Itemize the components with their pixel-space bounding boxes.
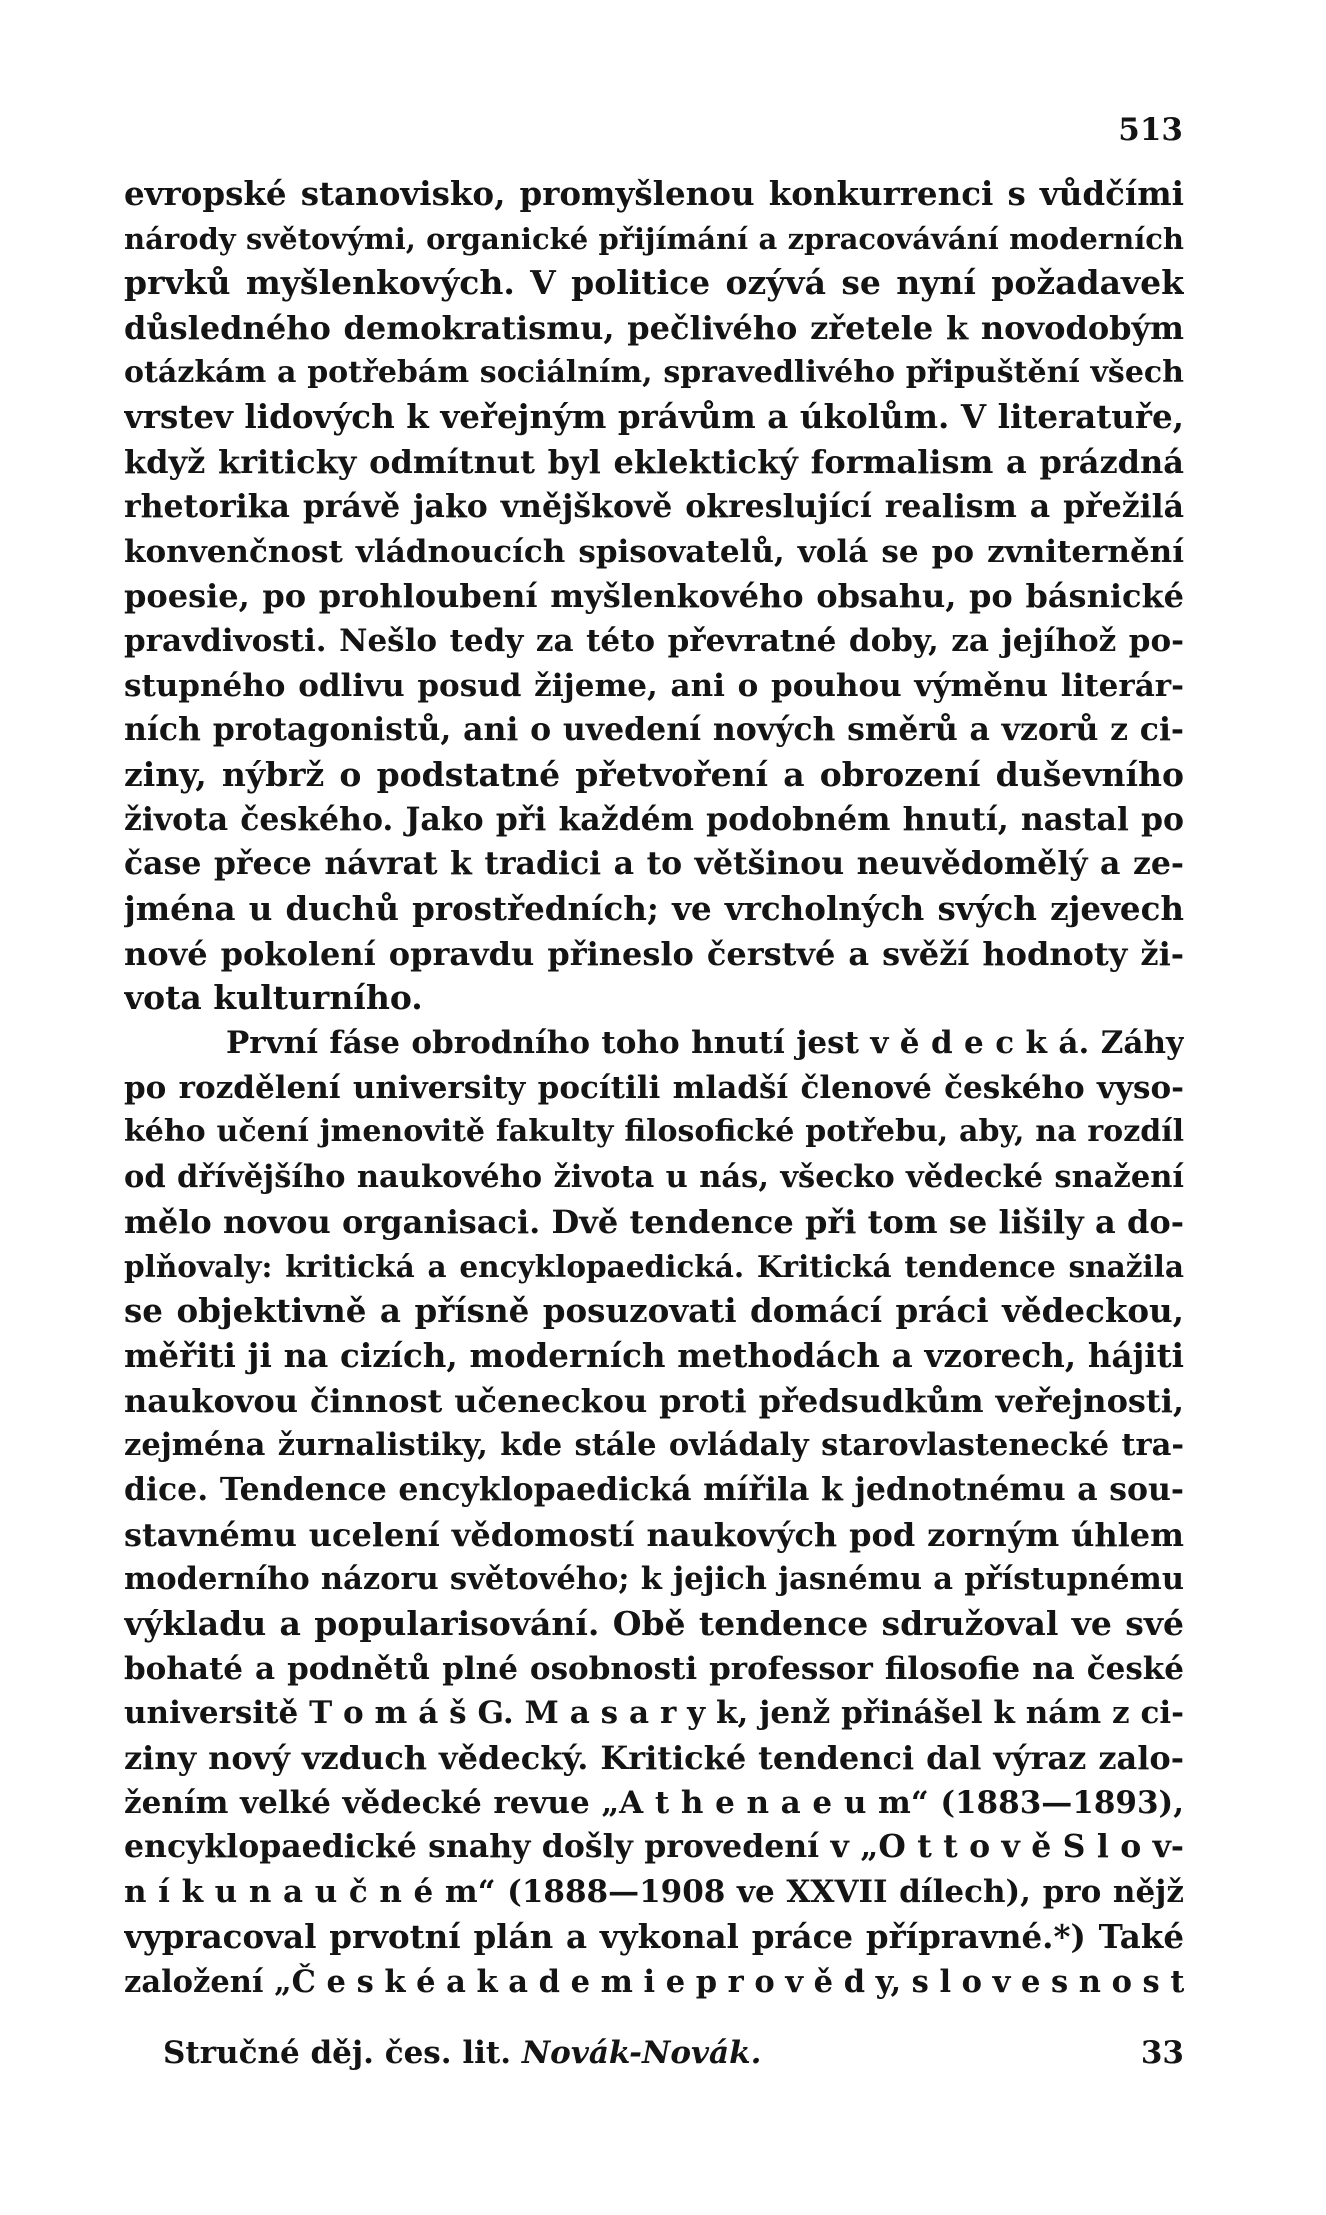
- text-line: vypracoval prvotní plán a vykonal práce přípravné.*) Také: [124, 1916, 1184, 1956]
- text-line: konvenčnost vládnoucích spisovatelů, volá se po zvniternění: [124, 533, 1184, 570]
- paragraph-start-line: První fáse obrodního toho hnutí jest v ě d e c k á. Záhy: [226, 1025, 1184, 1062]
- footer-author: Novák-Novák.: [521, 2035, 762, 2071]
- text-line: prvků myšlenkových. V politice ozývá se nyní požadavek: [124, 263, 1184, 303]
- text-line: když kriticky odmítnut byl eklektický formalism a prázdná: [124, 443, 1184, 482]
- text-line: nové pokolení opravdu přineslo čerstvé a svěží hodnoty ži-: [124, 934, 1184, 973]
- text-line: vota kulturního.: [124, 978, 423, 1018]
- body-text: [124, 172, 1184, 2004]
- text-line: pravdivosti. Nešlo tedy za této převratné doby, za jejíhož po-: [124, 622, 1184, 659]
- text-line: výkladu a popularisování. Obě tendence sdružoval ve své: [124, 1604, 1184, 1643]
- text-line: života českého. Jako při každém podobném hnutí, nastal po: [124, 800, 1184, 838]
- text-line: naukovou činnost učeneckou proti předsudkům veřejnosti,: [124, 1381, 1184, 1420]
- text-line: jména u duchů prostředních; ve vrcholných svých zjevech: [124, 889, 1184, 928]
- text-line: bohaté a podnětů plné osobnosti professor filosofie na české: [124, 1650, 1184, 1687]
- text-line: universitě T o m á š G. M a s a r y k, jenž přinášel k nám z ci-: [124, 1695, 1184, 1732]
- page-number: 513: [1118, 112, 1183, 148]
- text-line: plňovaly: kritická a encyklopaedická. Kritická tendence snažila: [124, 1248, 1184, 1284]
- text-line: stavnému ucelení vědomostí naukových pod zorným úhlem: [124, 1515, 1184, 1554]
- text-line: encyklopaedické snahy došly provedení v „O t t o v ě S l o v-: [124, 1828, 1184, 1866]
- text-line: vrstev lidových k veřejným právům a úkolům. V literatuře,: [124, 397, 1184, 437]
- text-line: stupného odlivu posud žijeme, ani o pouhou výměnu literár-: [124, 667, 1184, 704]
- footer-title: [163, 2035, 761, 2071]
- text-line: po rozdělení university pocítili mladší členové českého vyso-: [124, 1069, 1184, 1106]
- text-line: čase přece návrat k tradici a to většinou neuvědomělý a ze-: [124, 845, 1184, 883]
- text-line: důsledného demokratismu, pečlivého zřetele k novodobým: [124, 309, 1184, 348]
- text-line: ziny nový vzduch vědecký. Kritické tendenci dal výraz zalo-: [124, 1739, 1184, 1778]
- text-line: mělo novou organisaci. Dvě tendence při tom se lišily a do-: [124, 1202, 1184, 1241]
- page-footer: [163, 2035, 1184, 2071]
- text-line: rhetorika právě jako vnějškově okreslující realism a přežilá: [124, 487, 1184, 525]
- text-line: národy světovými, organické přijímání a zpracovávání moderních: [124, 221, 1184, 256]
- text-line: se objektivně a přísně posuzovati domácí práci vědeckou,: [124, 1291, 1184, 1331]
- text-line: poesie, po prohloubení myšlenkového obsahu, po básnické: [124, 577, 1184, 616]
- text-line: založení „Č e s k é a k a d e m i e p r o v ě d y, s l o v e s n o s t: [124, 1963, 1184, 2000]
- text-line: evropské stanovisko, promyšlenou konkurrenci s vůdčími: [124, 174, 1184, 213]
- text-line: kého učení jmenovitě fakulty filosofické potřebu, aby, na rozdíl: [124, 1114, 1184, 1150]
- text-line: otázkám a potřebám sociálním, spravedlivého připuštění všech: [124, 354, 1184, 390]
- text-line: n í k u n a u č n é m“ (1888—1908 ve XXVII dílech), pro nějž: [124, 1874, 1184, 1911]
- text-line: měřiti ji na cizích, moderních methodách a vzorech, hájiti: [124, 1335, 1184, 1375]
- text-line: žením velké vědecké revue „A t h e n a e u m“ (1883—1893),: [124, 1784, 1184, 1821]
- footer-book-title: Stručné děj. čes. lit.: [163, 2035, 512, 2071]
- text-line: moderního názoru světového; k jejich jasnému a přístupnému: [124, 1561, 1184, 1598]
- footer-signature: 33: [1140, 2035, 1184, 2071]
- text-line: dice. Tendence encyklopaedická mířila k jednotnému a sou-: [124, 1470, 1184, 1508]
- text-line: od dřívějšího naukového života u nás, všecko vědecké snažení: [124, 1159, 1184, 1196]
- text-line: ních protagonistů, ani o uvedení nových směrů a vzorů z ci-: [124, 711, 1184, 749]
- text-line: ziny, nýbrž o podstatné přetvoření a obrození duševního: [124, 754, 1184, 794]
- text-line: zejména žurnalistiky, kde stále ovládaly starovlastenecké tra-: [124, 1427, 1184, 1464]
